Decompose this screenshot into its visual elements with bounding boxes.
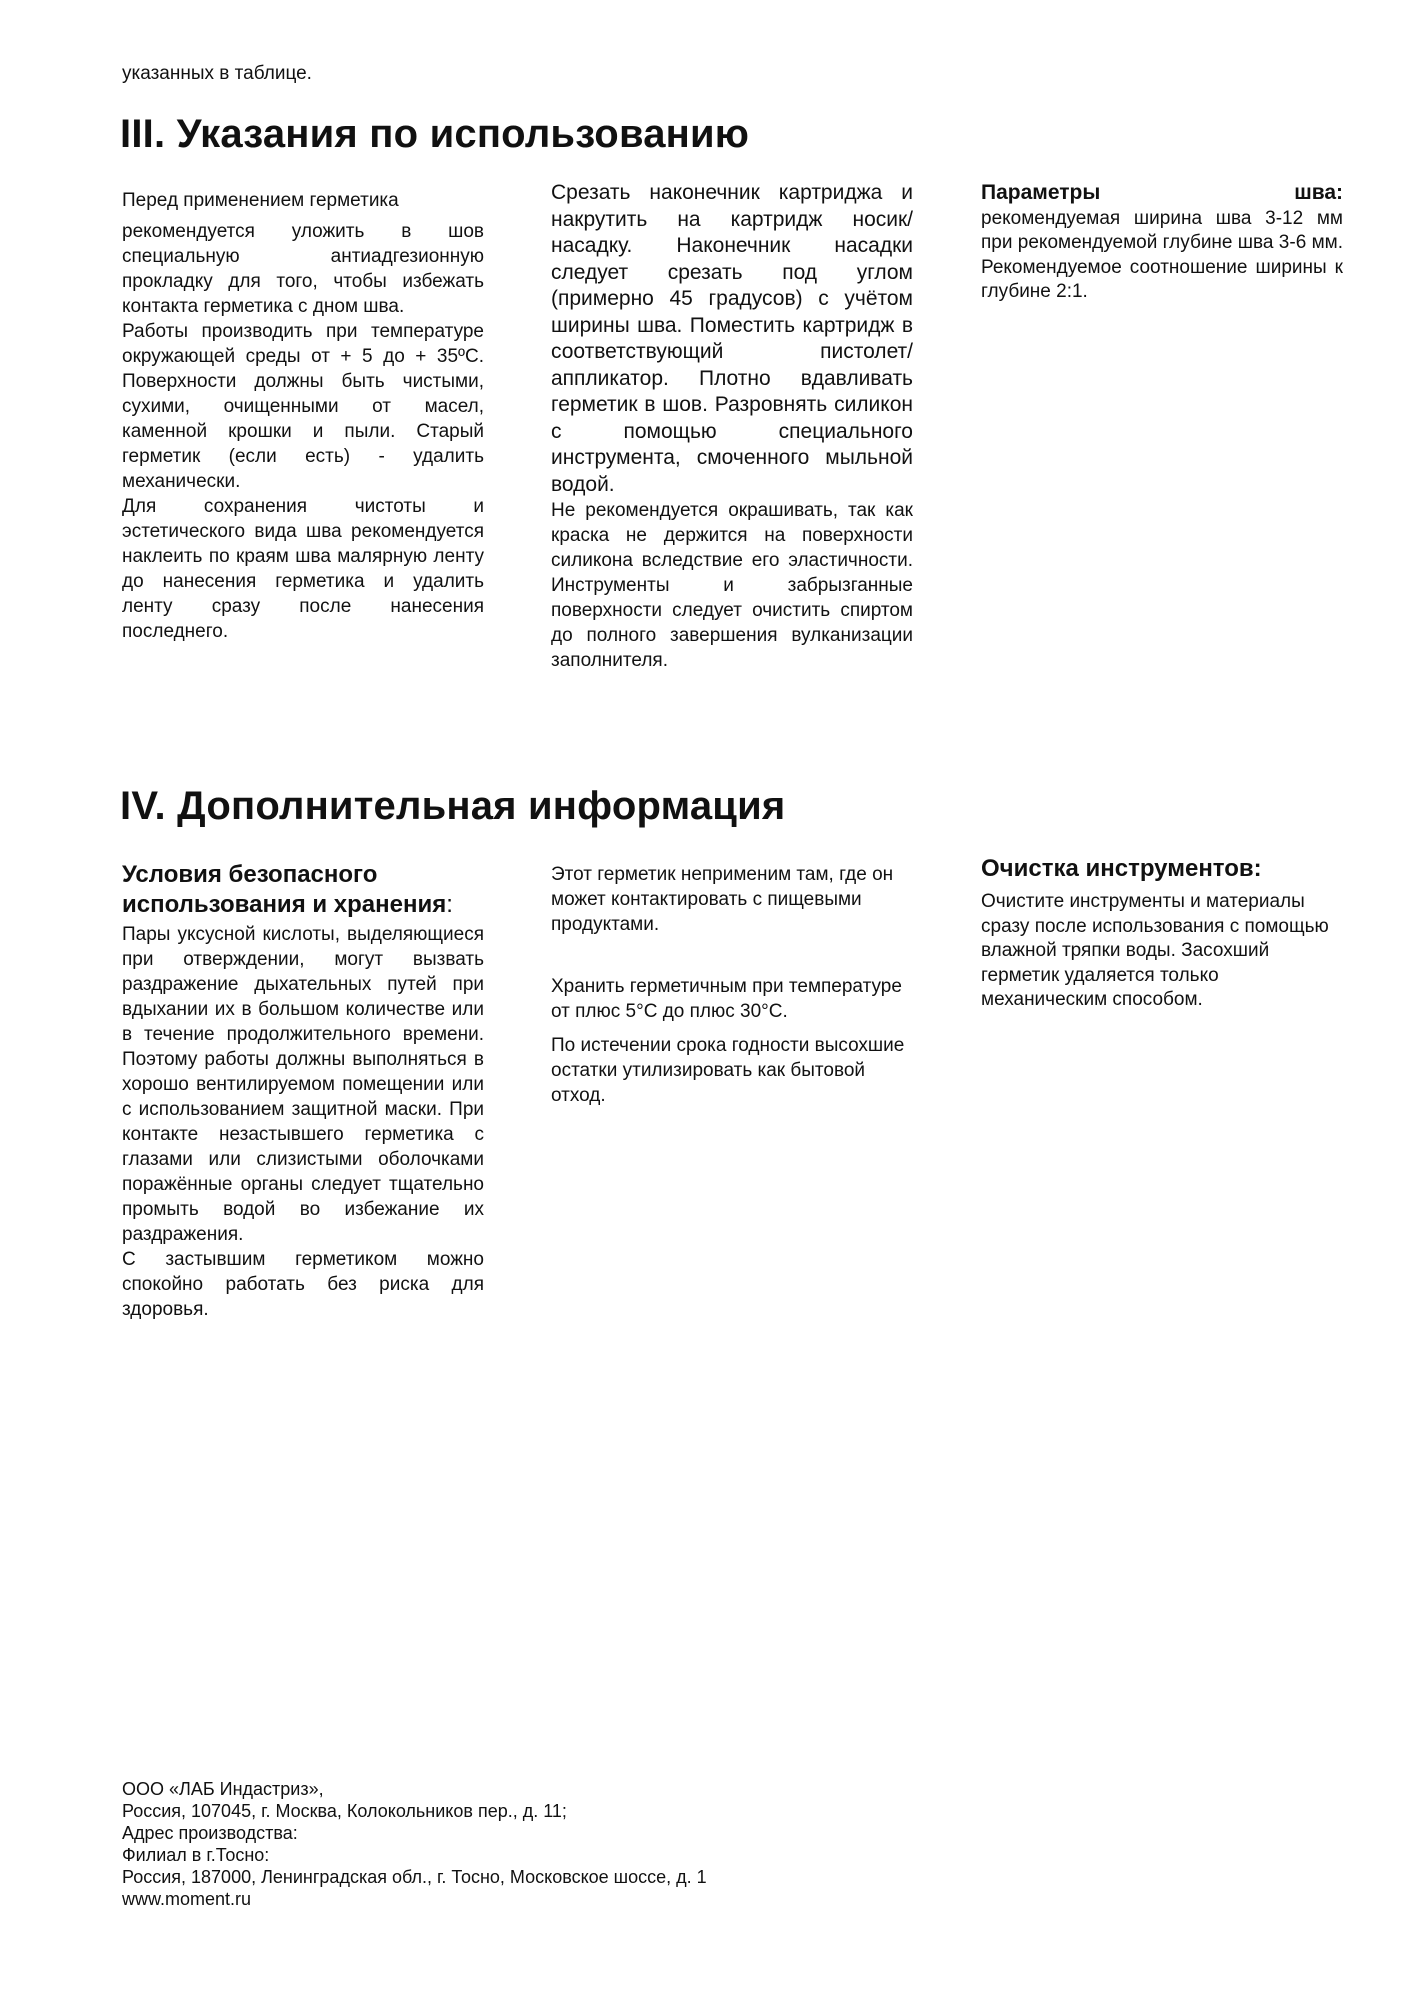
safety-paragraph-1: Пары уксусной кислоты, выделяющиеся при отверждении, могут вызвать раздражение дыхательных путей при вдыхании их в большом количестве или в течение продолжительного времени. Поэтому работы должны выполняться в хорошо вентилируемом помещении или с использованием защитной маски. При контакте незастывшего герметика с глазами или слизистыми оболочками поражённые органы следует тщательно промыть водой во избежание их раздражения. xyxy=(122,924,484,1245)
section-4-column-3 xyxy=(981,854,1343,1013)
intro-fragment: указанных в таблице. xyxy=(122,63,312,84)
safety-paragraph-2: С застывшим герметиком можно спокойно работать без риска для здоровья. xyxy=(122,1249,484,1320)
section-4-title: IV. Дополнительная информация xyxy=(120,784,786,828)
storage-note: Хранить герметичным при температуре от плюс 5°С до плюс 30°С. xyxy=(551,976,902,1022)
footer xyxy=(122,1778,707,1910)
seam-parameters-heading xyxy=(981,180,1343,207)
tool-cleaning-text: Очистите инструменты и материалы сразу после использования с помощью влажной тряпки воды. Засохший герметик удаляется только механическим способом. xyxy=(981,891,1329,1010)
section-3-col2-paragraph-1: Срезать наконечник картриджа и накрутить на картридж носик/насадку. Наконечник насадки следует срезать под углом (примерно 45 градусов) с учётом ширины шва. Поместить картридж в соответствующий пистолет/аппликатор. Плотно вдавливать герметик в шов. Разровнять силикон с помощью специального инструмента, смоченного мыльной водой. xyxy=(551,181,913,496)
section-3-lead: Перед применением герметика xyxy=(122,190,399,211)
section-3-column-1 xyxy=(122,188,484,644)
safety-heading-colon: : xyxy=(446,891,453,918)
safety-heading-line-2 xyxy=(122,890,484,920)
disposal-note: По истечении срока годности высохшие остатки утилизировать как бытовой отход. xyxy=(551,1035,905,1106)
seam-parameters-heading-word-2: шва: xyxy=(1294,181,1343,204)
section-4-column-1 xyxy=(122,860,484,1322)
footer-address: Россия, 107045, г. Москва, Колокольников пер., д. 11; xyxy=(122,1801,567,1821)
section-3-col1-paragraph-3: Для сохранения чистоты и эстетического вида шва рекомендуется наклеить по краям шва малярную ленту до нанесения герметика и удалить ленту сразу после нанесения последнего. xyxy=(122,496,484,642)
tool-cleaning-heading: Очистка инструментов: xyxy=(981,855,1262,882)
section-3-col1-paragraph-2: Работы производить при температуре окружающей среды от + 5 до + 35ºС. Поверхности должны быть чистыми, сухими, очищенными от масел, каменной крошки и пыли. Старый герметик (если есть) - удалить механически. xyxy=(122,321,484,492)
seam-parameters-heading-word-1: Параметры xyxy=(981,181,1101,204)
footer-website: www.moment.ru xyxy=(122,1889,252,1909)
section-3-column-3 xyxy=(981,180,1343,305)
section-3-title: III. Указания по использованию xyxy=(120,112,750,156)
section-3-col2-paragraph-2: Не рекомендуется окрашивать, так как краска не держится на поверхности силикона вследствие его эластичности. Инструменты и забрызганные поверхности следует очистить спиртом до полного завершения вулканизации заполнителя. xyxy=(551,500,913,671)
footer-company: ООО «ЛАБ Индастриз», xyxy=(122,1779,324,1799)
food-contact-note: Этот герметик неприменим там, где он может контактировать с пищевыми продуктами. xyxy=(551,864,894,935)
section-3-col1-paragraph-1: рекомендуется уложить в шов специальную антиадгезионную прокладку для того, чтобы избежать контакта герметика с дном шва. xyxy=(122,221,484,317)
section-4-column-2 xyxy=(551,862,913,1108)
safety-heading-line-1: Условия безопасного xyxy=(122,861,378,888)
footer-branch-address: Россия, 187000, Ленинградская обл., г. Тосно, Московское шоссе, д. 1 xyxy=(122,1867,707,1887)
safety-heading xyxy=(122,860,484,920)
footer-production-label: Адрес производства: xyxy=(122,1823,298,1843)
safety-heading-line-2-text: использования и хранения xyxy=(122,891,447,918)
section-3-column-2 xyxy=(551,180,913,673)
footer-branch: Филиал в г.Тосно: xyxy=(122,1845,270,1865)
seam-parameters-text: рекомендуемая ширина шва 3-12 мм при рекомендуемой глубине шва 3-6 мм. Рекомендуемое соотношение ширины к глубине 2:1. xyxy=(981,207,1343,302)
